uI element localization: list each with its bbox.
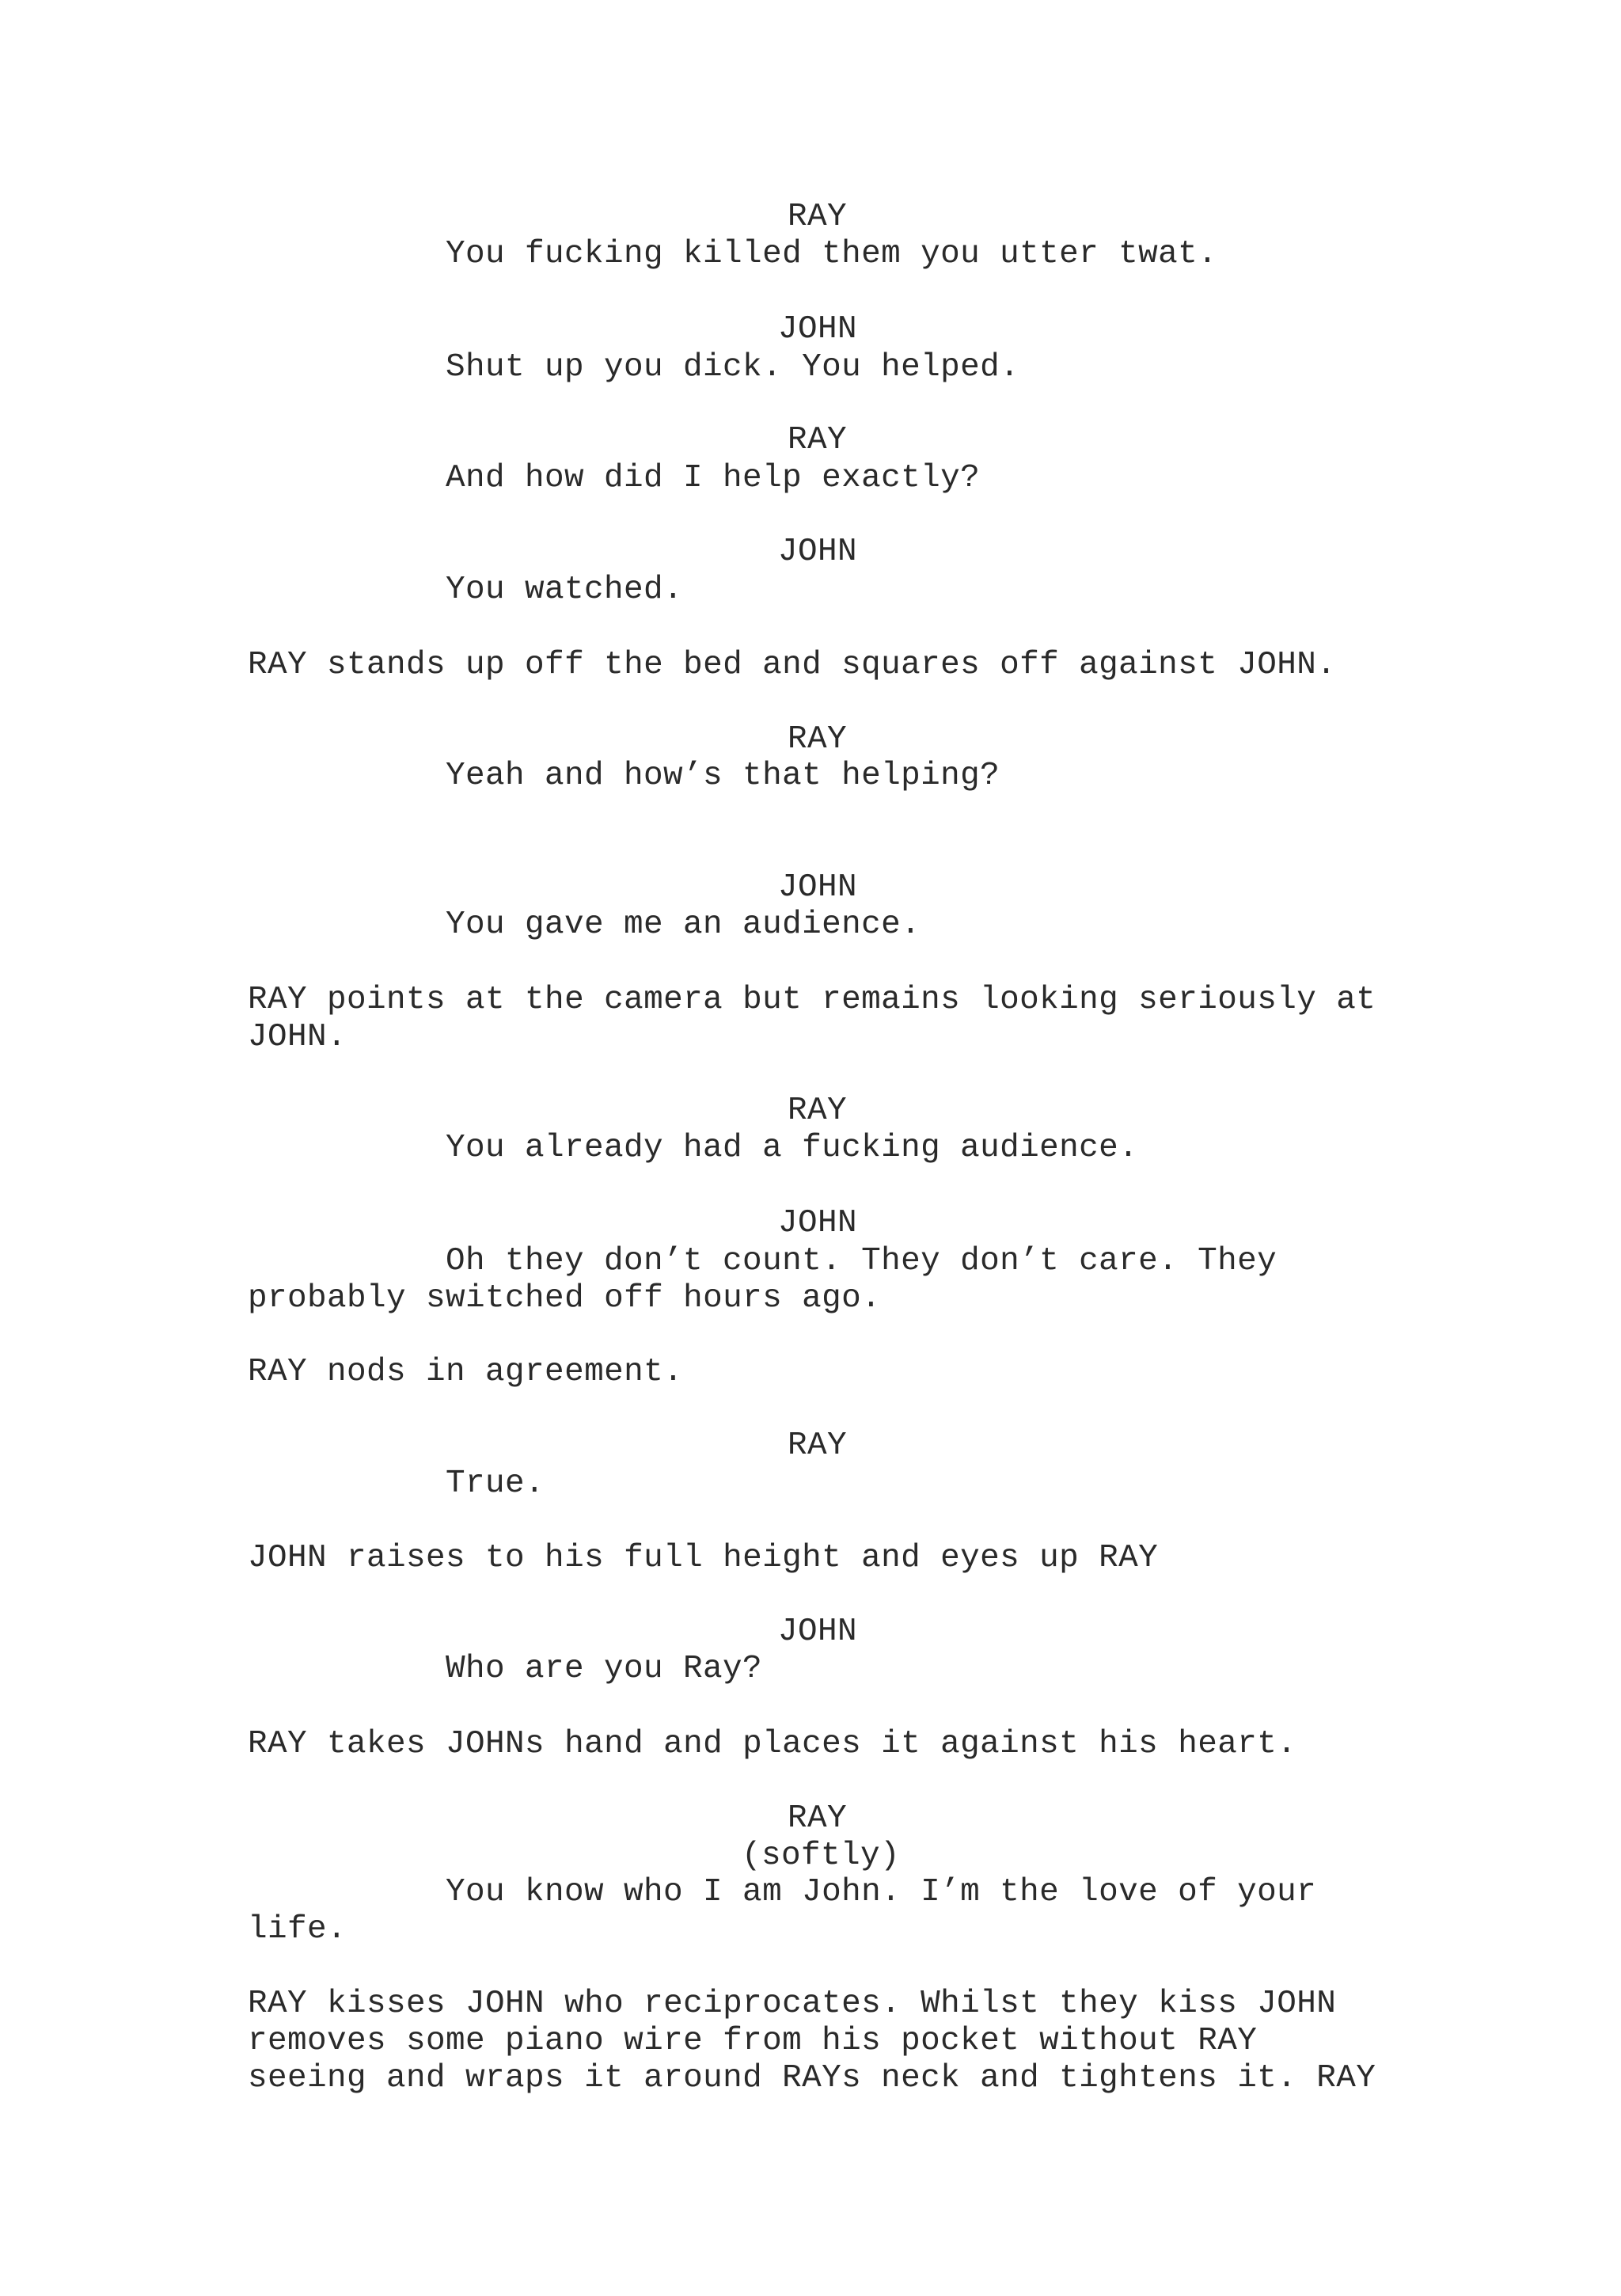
character-name-ray: RAY	[788, 1800, 848, 1837]
action-line: RAY nods in agreement.	[248, 1354, 684, 1390]
dialogue-line: Who are you Ray?	[446, 1651, 763, 1687]
action-line: removes some piano wire from his pocket without RAY	[248, 2023, 1258, 2059]
character-name-john: JOHN	[778, 311, 858, 348]
dialogue-line: You watched.	[446, 572, 684, 608]
dialogue-line: Yeah and how’s that helping?	[446, 758, 1000, 794]
character-name-ray: RAY	[788, 422, 848, 458]
character-name-john: JOHN	[778, 869, 858, 906]
parenthetical: (softly)	[742, 1838, 901, 1874]
character-name-john: JOHN	[778, 534, 858, 570]
action-line: seeing and wraps it around RAYs neck and tightens it. RAY	[248, 2060, 1376, 2096]
dialogue-line: True.	[446, 1465, 545, 1502]
action-line: RAY kisses JOHN who reciprocates. Whilst they kiss JOHN	[248, 1986, 1337, 2022]
dialogue-line: probably switched off hours ago.	[248, 1280, 882, 1317]
dialogue-line: You know who I am John. I’m the love of your	[446, 1874, 1317, 1910]
action-line: RAY stands up off the bed and squares off against JOHN.	[248, 647, 1337, 683]
action-line: JOHN raises to his full height and eyes up RAY	[248, 1540, 1159, 1576]
dialogue-line: life.	[248, 1911, 347, 1948]
action-line: RAY points at the camera but remains looking seriously at	[248, 982, 1376, 1018]
character-name-ray: RAY	[788, 1427, 848, 1464]
dialogue-line: Shut up you dick. You helped.	[446, 349, 1020, 386]
character-name-john: JOHN	[778, 1614, 858, 1650]
character-name-ray: RAY	[788, 199, 848, 235]
action-line: JOHN.	[248, 1019, 347, 1055]
dialogue-line: Oh they don’t count. They don’t care. They	[446, 1243, 1277, 1279]
action-line: RAY takes JOHNs hand and places it against his heart.	[248, 1726, 1297, 1762]
dialogue-line: You already had a fucking audience.	[446, 1130, 1139, 1166]
dialogue-line: You fucking killed them you utter twat.	[446, 236, 1218, 272]
dialogue-line: And how did I help exactly?	[446, 460, 981, 496]
dialogue-line: You gave me an audience.	[446, 907, 921, 943]
character-name-ray: RAY	[788, 721, 848, 758]
character-name-john: JOHN	[778, 1205, 858, 1241]
character-name-ray: RAY	[788, 1093, 848, 1129]
